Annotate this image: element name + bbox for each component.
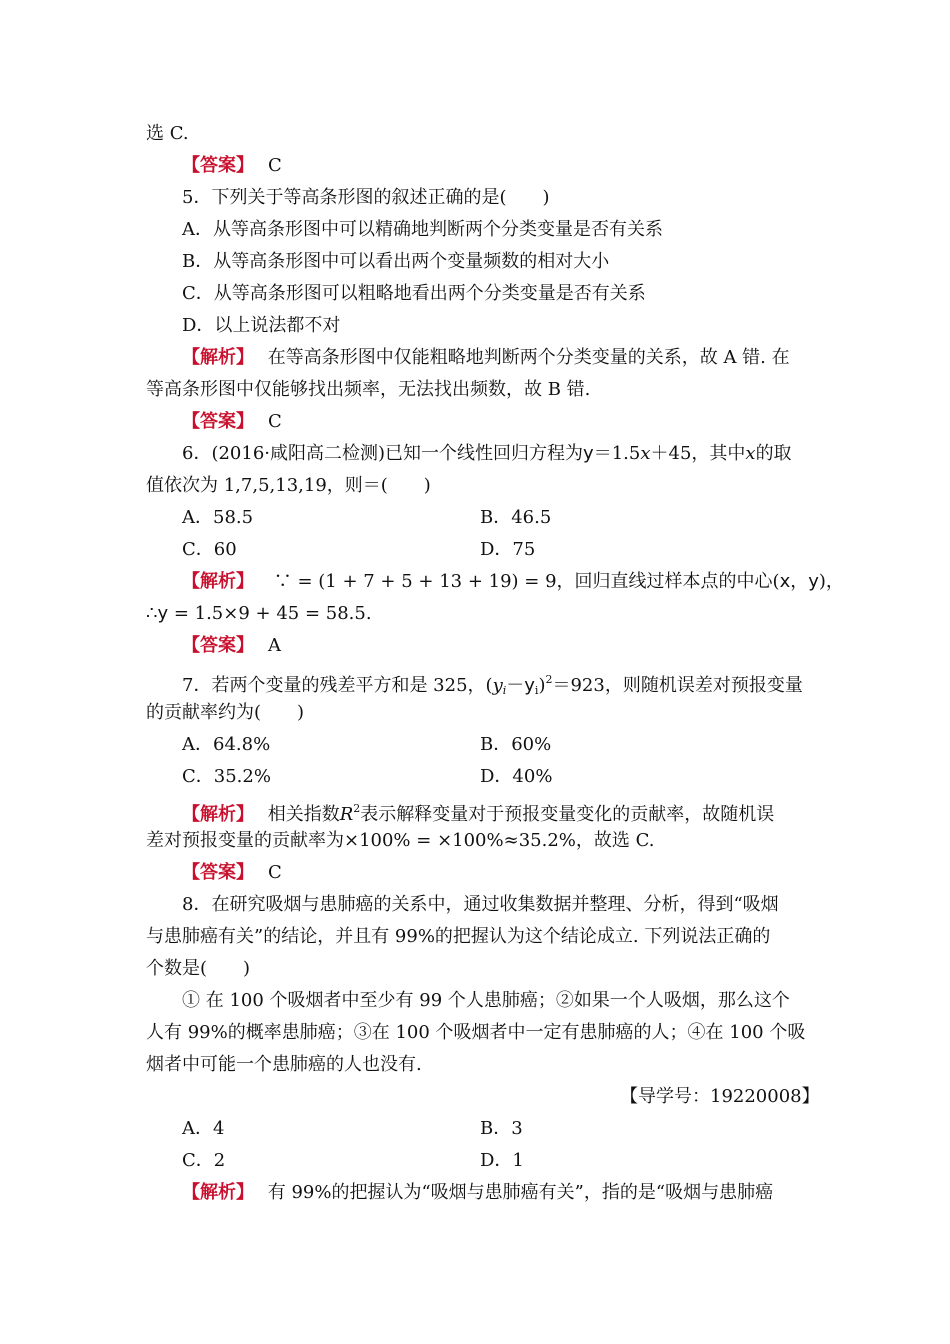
q5-answer: 【答案】 C (182, 411, 282, 432)
q6-stem-line1: 6．(2016·咸阳高二检测)已知一个线性回归方程为y＝1.5x＋45，其中x的取 (182, 443, 792, 464)
q5-option-a: A．从等高条形图中可以精确地判断两个分类变量是否有关系 (182, 219, 663, 240)
q6-answer: 【答案】 A (182, 635, 281, 656)
q6-stem-line2: 值依次为 1,7,5,13,19，则＝( ) (146, 475, 431, 496)
q5-option-d: D．以上说法都不对 (182, 315, 341, 336)
q6-option-a: A．58.5 (182, 507, 254, 528)
answer-tag: 【答案】 (182, 411, 254, 432)
q5-analysis-line2: 等高条形图中仅能够找出频率，无法找出频数，故 B 错. (146, 379, 591, 400)
q6-analysis-line1: 【解析】 ∵ = (1 + 7 + 5 + 13 + 19) = 9，回归直线过样本点的中心(x，y)， (182, 571, 844, 592)
analysis-tag: 【解析】 (182, 1182, 254, 1203)
q8-option-b: B．3 (480, 1118, 523, 1139)
q8-stem-line1: 8．在研究吸烟与患肺癌的关系中，通过收集数据并整理、分析，得到“吸烟 (182, 894, 779, 915)
q7-analysis-line1: 【解析】 相关指数$R^2$表示解释变量对于预报变量变化的贡献率，故随机误 (182, 802, 775, 825)
analysis-tag: 【解析】 (182, 571, 254, 592)
top-line: 选 C. (146, 123, 189, 144)
q8-detail-line2: 人有 99%的概率患肺癌；③在 100 个吸烟者中一定有患肺癌的人；④在 100 个吸 (146, 1022, 806, 1043)
answer-tag: 【答案】 (182, 635, 254, 656)
q7-answer: 【答案】 C (182, 862, 282, 883)
q8-stem-line3: 个数是( ) (146, 958, 251, 979)
q8-option-d: D．1 (480, 1150, 524, 1171)
guide-number: 【导学号：19220008】 (620, 1086, 820, 1107)
q6-option-d: D．75 (480, 539, 536, 560)
q8-detail-line1: ① 在 100 个吸烟者中至少有 99 个人患肺癌；②如果一个人吸烟，那么这个 (182, 990, 790, 1011)
q8-option-c: C．2 (182, 1150, 226, 1171)
q6-analysis-line2: ∴y = 1.5×9 + 45 = 58.5. (146, 603, 372, 624)
q5-analysis-line1: 【解析】 在等高条形图中仅能粗略地判断两个分类变量的关系，故 A 错. 在 (182, 347, 790, 368)
q5-stem: 5．下列关于等高条形图的叙述正确的是( ) (182, 187, 550, 208)
q8-stem-line2: 与患肺癌有关”的结论，并且有 99%的把握认为这个结论成立. 下列说法正确的 (146, 926, 771, 947)
analysis-tag: 【解析】 (182, 804, 254, 825)
q7-analysis-line2: 差对预报变量的贡献率为×100% = ×100%≈35.2%，故选 C. (146, 830, 655, 851)
q6-option-c: C．60 (182, 539, 237, 560)
q8-detail-line3: 烟者中可能一个患肺癌的人也没有. (146, 1054, 422, 1075)
q6-option-b: B．46.5 (480, 507, 552, 528)
q7-stem-line1: 7．若两个变量的残差平方和是 325，$(y_i-y_i)^2=923$，则随机误差对预报变量 (182, 673, 803, 697)
q5-option-c: C．从等高条形图可以粗略地看出两个分类变量是否有关系 (182, 283, 646, 304)
q8-option-a: A．4 (182, 1118, 225, 1139)
answer-tag: 【答案】 (182, 862, 254, 883)
q7-option-b: B．60% (480, 734, 552, 755)
q4-answer: 【答案】 C (182, 155, 282, 176)
q7-option-d: D．40% (480, 766, 553, 787)
q7-option-c: C．35.2% (182, 766, 271, 787)
q7-option-a: A．64.8% (182, 734, 271, 755)
q5-option-b: B．从等高条形图中可以看出两个变量频数的相对大小 (182, 251, 610, 272)
q8-analysis-line1: 【解析】 有 99%的把握认为“吸烟与患肺癌有关”，指的是“吸烟与患肺癌 (182, 1182, 774, 1203)
answer-tag: 【答案】 (182, 155, 254, 176)
analysis-tag: 【解析】 (182, 347, 254, 368)
q7-stem-line2: 的贡献率约为( ) (146, 702, 305, 723)
